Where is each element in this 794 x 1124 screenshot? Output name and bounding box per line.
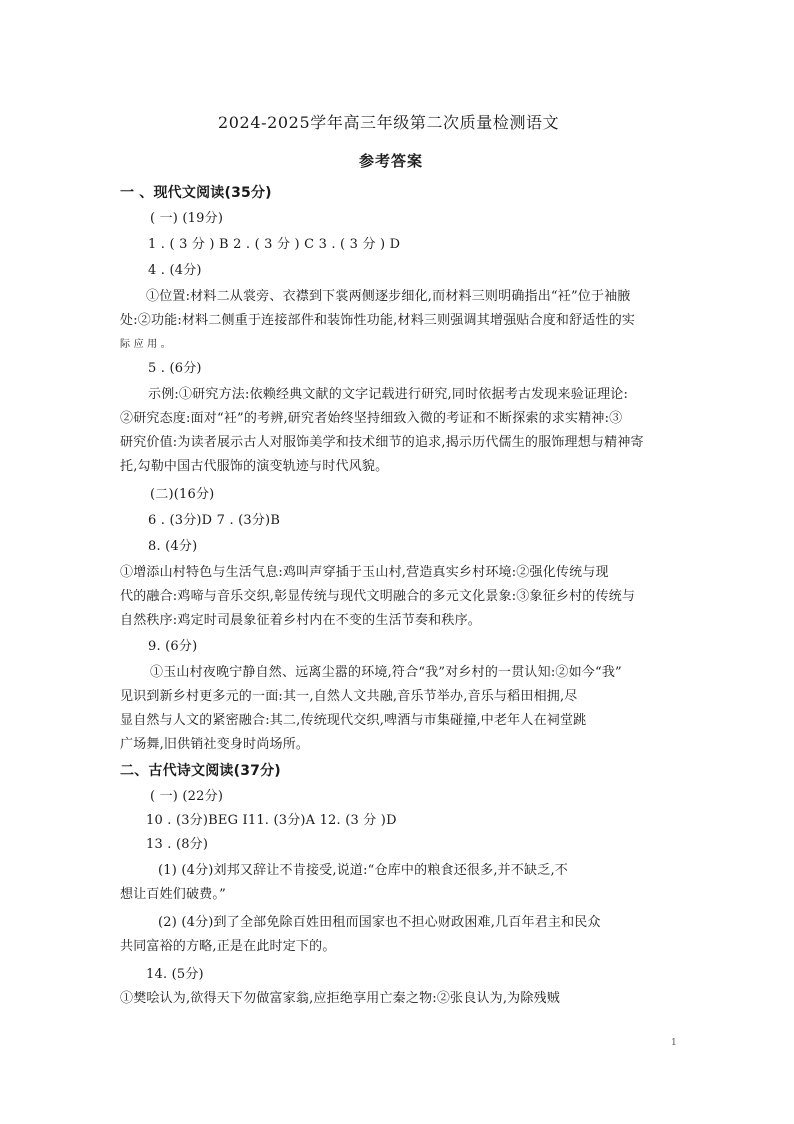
answer-text: (1) (4分)刘邦又辞让不肯接受,说道:“仓库中的粮食还很多,并不缺乏,不 (158, 863, 568, 878)
answer-text: 研究价值:为读者展示古人对服饰美学和技术细节的追求,揭示历代儒生的服饰理想与精神寄 (120, 435, 644, 450)
answer-text: 自然秩序:鸡定时司晨象征着乡村内在不变的生活节奏和秩序。 (120, 613, 481, 628)
section-heading: 二、古代诗文阅读(37分) (120, 763, 281, 779)
answer-text: 显自然与人文的紧密融合:其二,传统现代交织,啤酒与市集碰撞,中老年人在祠堂跳 (120, 713, 587, 728)
question-label: 8. (4分) (148, 539, 198, 554)
document-title: 2024-2025学年高三年级第二次质量检测语文 (218, 113, 560, 132)
question-label: 9. (6分) (148, 639, 198, 654)
question-label: 14. (5分) (146, 967, 204, 982)
answer-text: 想让百姓们破费。” (120, 887, 226, 902)
question-label: 5 . (6分) (148, 361, 202, 376)
answer-text: 广场舞,旧供销社变身时尚场所。 (120, 737, 310, 752)
answer-text: 处:②功能:材料二侧重于连接部件和装饰性功能,材料三则强调其增强贴合度和舒适性的实 (120, 313, 636, 328)
answer-text: ②研究态度:面对“衽”的考辨,研究者始终坚持细致入微的考证和不断探索的求实精神:③ (120, 411, 623, 426)
question-label: 4 . (4分) (148, 263, 202, 278)
subsection-label: (二)(16分) (150, 487, 215, 502)
answer-text: 示例:①研究方法:依赖经典文献的文字记载进行研究,同时依据考古发现来验证理论: (148, 387, 629, 402)
section-heading: 一 、现代文阅读(35分) (120, 185, 272, 201)
answer-text: 托,勾勒中国古代服饰的演变轨迹与时代风貌。 (120, 459, 389, 474)
page-number: 1 (671, 1038, 677, 1048)
answer-text: (2) (4分)到了全部免除百姓田租而国家也不担心财政困难,几百年君主和民众 (158, 915, 601, 930)
answer-line: 1 . ( 3 分 ) B 2 . ( 3 分 ) C 3 . ( 3 分 ) D (148, 237, 401, 252)
subsection-label: ( 一) (22分) (150, 789, 224, 804)
answer-line: 10 . (3分)BEG I11. (3分)A 12. (3 分 )D (146, 813, 397, 828)
answer-text: ①玉山村夜晚宁静自然、远离尘嚣的环境,符合“我”对乡村的一贯认知:②如今“我” (150, 665, 622, 680)
document-subtitle: 参考答案 (359, 152, 424, 170)
answer-text: 见识到新乡村更多元的一面:其一,自然人文共融,音乐节举办,音乐与稻田相拥,尽 (120, 689, 578, 704)
subsection-label: ( 一) (19分) (150, 211, 224, 226)
answer-text: 代的融合:鸡啼与音乐交织,彰显传统与现代文明融合的多元文化景象:③象征乡村的传统与 (120, 589, 636, 604)
answer-text: ①位置:材料二从裳旁、衣襟到下裳两侧逐步细化,而材料三则明确指出“衽”位于袖腋 (146, 289, 631, 304)
answer-text: ①增添山村特色与生活气息:鸡叫声穿插于玉山村,营造真实乡村环境:②强化传统与现 (120, 565, 609, 580)
question-label: 13 . (8分) (146, 837, 209, 852)
answer-text: 际 应 用 。 (120, 339, 171, 350)
answer-text: 共同富裕的方略,正是在此时定下的。 (120, 939, 336, 954)
answer-text: ①樊哙认为,欲得天下勿做富家翁,应拒绝享用亡秦之物:②张良认为,为除残贼 (120, 991, 560, 1006)
answer-line: 6 . (3分)D 7 . (3分)B (148, 513, 281, 528)
